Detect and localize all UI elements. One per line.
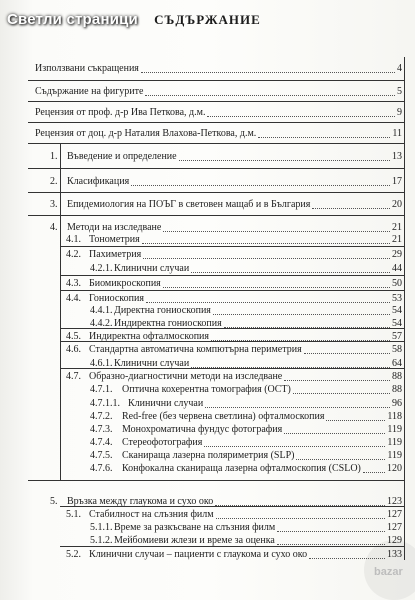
toc-dot-leader (309, 558, 385, 559)
toc-entry-number: 5.1.2. (90, 535, 113, 546)
table-rule (60, 368, 404, 369)
toc-entry-title: Време за разкъсване на слъзния филм (114, 522, 276, 533)
toc-entry-page: 58 (392, 344, 402, 355)
toc-dot-leader (213, 314, 390, 315)
toc-entry-page: 4 (397, 63, 402, 74)
toc-entry-title: Връзка между глаукома и сухо око (67, 496, 214, 507)
toc-dot-leader (312, 208, 390, 209)
toc-entry-number: 4.7.2. (90, 411, 113, 422)
toc-entry-title: Сканираща лазерна поляриметрия (SLP) (122, 450, 295, 461)
toc-entry-number: 1. (50, 151, 58, 162)
toc-entry-title: Въведение и определение (67, 151, 177, 162)
toc-dot-leader (207, 116, 395, 117)
toc-entry-number: 4.4. (66, 293, 81, 304)
toc-entry-title: Съдържание на фигурите (35, 86, 144, 97)
toc-entry-page: 96 (392, 398, 402, 409)
table-rule (28, 122, 404, 123)
toc-entry (0, 176, 415, 188)
toc-entry (0, 384, 415, 396)
toc-dot-leader (277, 544, 385, 545)
table-rule (28, 215, 404, 216)
toc-entry-title: Рецензия от доц. д-р Наталия Влахова-Петкова, д.м. (35, 128, 257, 139)
toc-entry-page: 123 (387, 496, 402, 507)
toc-entry-number: 4.7.1.1. (90, 398, 120, 409)
toc-dot-leader (284, 433, 385, 434)
toc-entry (0, 424, 415, 436)
toc-dot-leader (163, 287, 390, 288)
toc-entry (0, 549, 415, 561)
toc-entry-page: 11 (392, 128, 402, 139)
toc-entry-number: 4.3. (66, 278, 81, 289)
toc-entry-title: Конфокална сканираща лазерна офталмоскопия (CSLO) (122, 463, 361, 474)
toc-entry-page: 119 (387, 450, 402, 461)
table-rule (60, 546, 404, 547)
toc-entry (0, 398, 415, 410)
toc-entry-number: 3. (50, 199, 58, 210)
toc-dot-leader (145, 95, 395, 96)
toc-entry (0, 371, 415, 383)
toc-dot-leader (163, 231, 390, 232)
toc-entry (0, 222, 415, 234)
toc-entry-title: Монохроматична фундус фотография (122, 424, 283, 435)
toc-dot-leader (179, 160, 390, 161)
toc-entry-page: 118 (387, 411, 402, 422)
toc-entry-page: 9 (397, 107, 402, 118)
toc-entry-title: Тонометрия (89, 234, 140, 245)
toc-entry-title: Клинични случаи – пациенти с глаукома и сухо око (89, 549, 308, 560)
toc-dot-leader (205, 407, 390, 408)
toc-entry-number: 4.1. (66, 234, 81, 245)
toc-dot-leader (296, 459, 385, 460)
toc-entry-title: Методи на изследване (67, 222, 162, 233)
toc-entry (0, 411, 415, 423)
toc-dot-leader (143, 258, 390, 259)
toc-entry-page: 129 (387, 535, 402, 546)
toc-entry-number: 4.4.1. (90, 305, 113, 316)
toc-entry-page: 127 (387, 522, 402, 533)
toc-entry-page: 13 (392, 151, 402, 162)
toc-entry-title: Стандартна автоматична компютърна периметрия (89, 344, 302, 355)
toc-entry-title: Биомикроскопия (89, 278, 161, 289)
table-rule (60, 506, 404, 507)
toc-entry-title: Клинични случаи (128, 398, 204, 409)
toc-entry-page: 120 (387, 463, 402, 474)
toc-dot-leader (326, 420, 385, 421)
toc-entry (0, 63, 415, 75)
page-title: СЪДЪРЖАНИЕ (154, 12, 261, 27)
toc-entry-number: 4.7.4. (90, 437, 113, 448)
toc-entry-title: Индиректна офталмоскопия (89, 331, 209, 342)
toc-entry-title: Класификация (67, 176, 130, 187)
table-vertical-rule (404, 57, 405, 560)
logo-watermark-text: bazar (374, 566, 403, 578)
toc-entry-page: 21 (392, 222, 402, 233)
toc-entry-title: Индиректна гониоскопия (114, 318, 222, 329)
toc-entry-page: 17 (392, 176, 402, 187)
toc-entry-number: 4. (50, 222, 58, 233)
table-rule (60, 246, 404, 247)
toc-entry-title: Клинични случаи (114, 263, 190, 274)
toc-entry-title: Мейбомиеви жлези и време за оценка (114, 535, 275, 546)
toc-entry-title: Стабилност на слъзния филм (89, 509, 214, 520)
toc-entry-page: 57 (392, 331, 402, 342)
toc-entry-number: 4.6. (66, 344, 81, 355)
toc-entry (0, 86, 415, 98)
toc-entry (0, 199, 415, 211)
toc-dot-leader (191, 272, 390, 273)
toc-entry-page: 127 (387, 509, 402, 520)
toc-dot-leader (141, 72, 395, 73)
toc-entry (0, 128, 415, 140)
toc-entry-title: Гониоскопия (89, 293, 144, 304)
toc-entry (0, 293, 415, 305)
toc-dot-leader (293, 393, 390, 394)
table-rule (60, 290, 404, 291)
toc-entry-number: 4.7.6. (90, 463, 113, 474)
toc-entry-number: 5.1.1. (90, 522, 113, 533)
toc-entry-number: 4.7.5. (90, 450, 113, 461)
table-rule (60, 328, 404, 329)
table-rule (28, 101, 404, 102)
toc-entry (0, 107, 415, 119)
toc-dot-leader (146, 302, 390, 303)
toc-entry (0, 437, 415, 449)
toc-entry-title: Red-free (без червена светлина) офталмоскопия (122, 411, 325, 422)
toc-entry-title: Пахиметрия (89, 249, 142, 260)
toc-entry-page: 53 (392, 293, 402, 304)
toc-dot-leader (284, 380, 390, 381)
toc-entry-title: Образно-диагностични методи на изследване (89, 371, 283, 382)
toc-entry (0, 263, 415, 275)
toc-entry-page: 5 (397, 86, 402, 97)
toc-dot-leader (277, 531, 385, 532)
toc-entry-page: 54 (392, 305, 402, 316)
table-rule (28, 168, 404, 169)
toc-dot-leader (304, 353, 390, 354)
toc-dot-leader (258, 137, 390, 138)
toc-entry-page: 21 (392, 234, 402, 245)
toc-entry-number: 5.1. (66, 509, 81, 520)
toc-entry-number: 4.5. (66, 331, 81, 342)
toc-dot-leader (204, 446, 385, 447)
table-rule (60, 275, 404, 276)
toc-entry (0, 234, 415, 246)
toc-entry-page: 44 (392, 263, 402, 274)
toc-entry-number: 4.6.1. (90, 358, 113, 369)
toc-entry-title: Клинични случаи (114, 358, 190, 369)
table-rule (28, 143, 404, 144)
toc-entry (0, 509, 415, 521)
table-vertical-rule (60, 143, 61, 480)
toc-entry-page: 88 (392, 384, 402, 395)
toc-entry-page: 54 (392, 318, 402, 329)
table-rule (28, 480, 404, 481)
toc-entry (0, 249, 415, 261)
toc-entry-page: 64 (392, 358, 402, 369)
toc-dot-leader (142, 243, 390, 244)
toc-entry-number: 2. (50, 176, 58, 187)
toc-entry-title: Оптична кохерентна томография (OCT) (122, 384, 291, 395)
toc-entry-page: 133 (387, 549, 402, 560)
toc-entry-number: 4.7.1. (90, 384, 113, 395)
toc-entry (0, 344, 415, 356)
toc-entry-page: 119 (387, 424, 402, 435)
toc-entry (0, 278, 415, 290)
toc-entry-title: Епидемиология на ПОЪГ в световен мащаб и в България (67, 199, 311, 210)
toc-dot-leader (216, 518, 385, 519)
toc-entry (0, 305, 415, 317)
toc-entry-number: 4.4.2. (90, 318, 113, 329)
toc-entry-title: Използвани съкращения (35, 63, 139, 74)
table-rule (28, 80, 404, 81)
toc-entry (0, 450, 415, 462)
table-rule (28, 192, 404, 193)
table-rule (60, 341, 404, 342)
toc-entry-page: 29 (392, 249, 402, 260)
toc-entry-page: 50 (392, 278, 402, 289)
toc-entry-number: 4.2. (66, 249, 81, 260)
toc-entry-page: 88 (392, 371, 402, 382)
toc-entry-title: Рецензия от проф. д-р Ива Петкова, д.м. (35, 107, 206, 118)
toc-entry-page: 20 (392, 199, 402, 210)
toc-dot-leader (131, 185, 390, 186)
toc-entry-number: 5. (50, 496, 58, 507)
toc-entry-title: Стереофотография (122, 437, 203, 448)
toc-entry-number: 4.7. (66, 371, 81, 382)
toc-entry-number: 5.2. (66, 549, 81, 560)
toc-entry-number: 4.7.3. (90, 424, 113, 435)
toc-entry (0, 463, 415, 475)
toc-entry-number: 4.2.1. (90, 263, 113, 274)
toc-entry (0, 151, 415, 163)
toc-dot-leader (363, 472, 385, 473)
site-watermark: Светли страници (7, 11, 138, 28)
toc-entry (0, 522, 415, 534)
toc-entry-title: Директна гониоскопия (114, 305, 211, 316)
toc-entry-page: 119 (387, 437, 402, 448)
